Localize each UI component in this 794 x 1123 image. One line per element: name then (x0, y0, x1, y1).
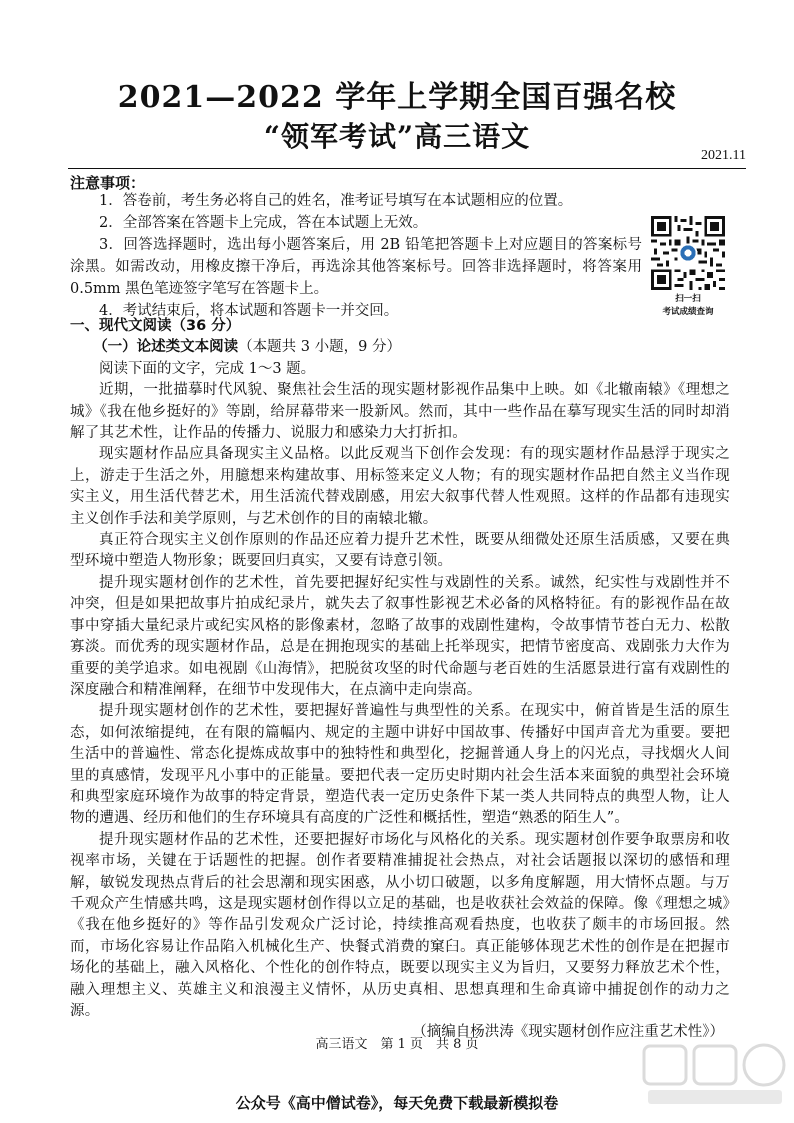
passage-paragraph: 近期，一批描摹时代风貌、聚焦社会生活的现实题材影视作品集中上映。如《北辙南辕》《理想之城》《我在他乡挺好的》等剧，给屏幕带来一股新风。然而，其中一些作品在摹写现实生活的同时却消解了其艺术性，让作品的传播力、说服力和感染力大打折扣。 (70, 382, 730, 442)
notice-heading: 注意事项： (70, 174, 146, 192)
header-divider (68, 168, 746, 169)
passage-paragraph: 现实题材作品应具备现实主义品格。以此反观当下创作会发现：有的现实题材作品悬浮于现实之上，游走于生活之外，用臆想来构建故事、用标签来定义人物；有的现实题材作品把自然主义当作现实主义，用生活代替艺术，用生活流代替戏剧感，用宏大叙事代替人性观照。这样的作品都有违现实主义创作手法和美学原则，与艺术创作的目的南辕北辙。 (70, 446, 730, 527)
subsection-label: （一）论述类文本阅读 (93, 339, 239, 356)
notice-list (70, 190, 642, 322)
notice-item: 2．全部答案在答题卡上完成，答在本试题上无效。 (99, 215, 428, 231)
passage-paragraph: 真正符合现实主义创作原则的作品还应着力提升艺术性，既要从细微处还原生活质感，又要在典型环境中塑造人物形象；既要回归真实，又要有诗意引领。 (70, 532, 730, 570)
passage-paragraph: 提升现实题材作品的艺术性，还要把握好市场化与风格化的关系。现实题材创作要争取票房和收视率市场，关键在于话题性的把握。创作者要精准捕捉社会热点，对社会话题报以深切的感悟和理解，敏锐发现热点背后的社会思潮和现实困惑，从小切口破题，以多角度解题，用大情怀点题。与万千观众产生情感共鸣，这是现实题材创作得以立足的基础，也是收获社会效益的保障。像《理想之城》《我在他乡挺好的》等作品引发观众广泛讨论，持续推高观看热度，也收获了颇丰的市场回报。然而，市场化容易让作品陷入机械化生产、快餐式消费的窠臼。真正能够体现艺术性的创作是在把握市场化的基础上，融入风格化、个性化的创作特点，既要以现实主义为旨归，又要努力释放艺术个性，融入理想主义、英雄主义和浪漫主义情怀，从历史真相、思想真理和生命真谛中捕捉创作的动力之源。 (70, 831, 730, 1019)
reading-section (70, 316, 730, 1044)
subsection-note: （本题共 3 小题，9 分） (238, 339, 401, 356)
notice-item: 1．答卷前，考生务必将自己的姓名，准考证号填写在本试题相应的位置。 (99, 193, 573, 209)
reading-instruction: 阅读下面的文字，完成 1～3 题。 (99, 360, 316, 377)
passage-source: （摘编自杨洪涛《现实题材创作应注重艺术性》） (412, 1024, 724, 1041)
notice-item: 3．回答选择题时，选出每小题答案后，用 2B 铅笔把答题卡上对应题目的答案标号涂黑。如需改动，用橡皮擦干净后，再选涂其他答案标号。回答非选择题时，将答案用 0.5mm 黑色笔迹签字笔写在答题卡上。 (70, 237, 642, 297)
qr-caption-query: 考试成绩查询 (662, 307, 714, 317)
page-number: 高三语文 第 1 页 共 8 页 (315, 1037, 479, 1052)
exam-subtitle: “领军考试”高三语文 (263, 120, 531, 153)
promo-banner: 公众号《高中僧试卷》，每天免费下载最新模拟卷 (235, 1094, 559, 1112)
watermark-logo-icon (640, 1040, 790, 1110)
notice-item: 4．考试结束后，将本试题和答题卡一并交回。 (99, 303, 399, 319)
qr-code-icon[interactable] (651, 216, 725, 290)
passage-paragraph: 提升现实题材创作的艺术性，要把握好普遍性与典型性的关系。在现实中，俯首皆是生活的原生态，如何浓缩提纯，在有限的篇幅内、规定的主题中讲好中国故事、传播好中国声音尤为重要。要把生活中的普遍性、常态化提炼成故事中的独特性和典型化，挖掘普通人身上的闪光点，寻找烟火人间里的真感情，发现平凡小事中的正能量。要把代表一定历史时期内社会生活本来面貌的典型社会环境和典型家庭环境作为故事的特定背景，塑造代表一定历史条件下某一类人共同特点的典型人物，让人物的遭遇、经历和他们的生存环境具有高度的广泛性和概括性，塑造“熟悉的陌生人”。 (70, 703, 730, 827)
exam-title: 2021—2022 学年上学期全国百强名校 (117, 80, 677, 115)
exam-date: 2021.11 (701, 148, 746, 163)
subsection-heading (70, 337, 730, 358)
section-title: 一、现代文阅读（36 分） (70, 318, 241, 334)
passage-paragraph: 提升现实题材创作的艺术性，首先要把握好纪实性与戏剧性的关系。诚然，纪实性与戏剧性并不冲突，但是如果把故事片拍成纪录片，就失去了叙事性影视艺术必备的风格特征。有的影视作品在故事中穿插大量纪录片或纪实风格的影像素材，忽略了故事的戏剧性建构，令故事情节苍白无力、松散寡淡。而优秀的现实题材作品，总是在拥抱现实的基础上托举现实，把情节密度高、戏剧张力大作为重要的美学追求。如电视剧《山海情》，把脱贫攻坚的时代命题与老百姓的生活愿景进行富有戏剧性的深度融合和精准阐释，在细节中发现伟大，在点滴中走向崇高。 (70, 574, 730, 698)
qr-caption-scan: 扫一扫 (675, 294, 701, 304)
